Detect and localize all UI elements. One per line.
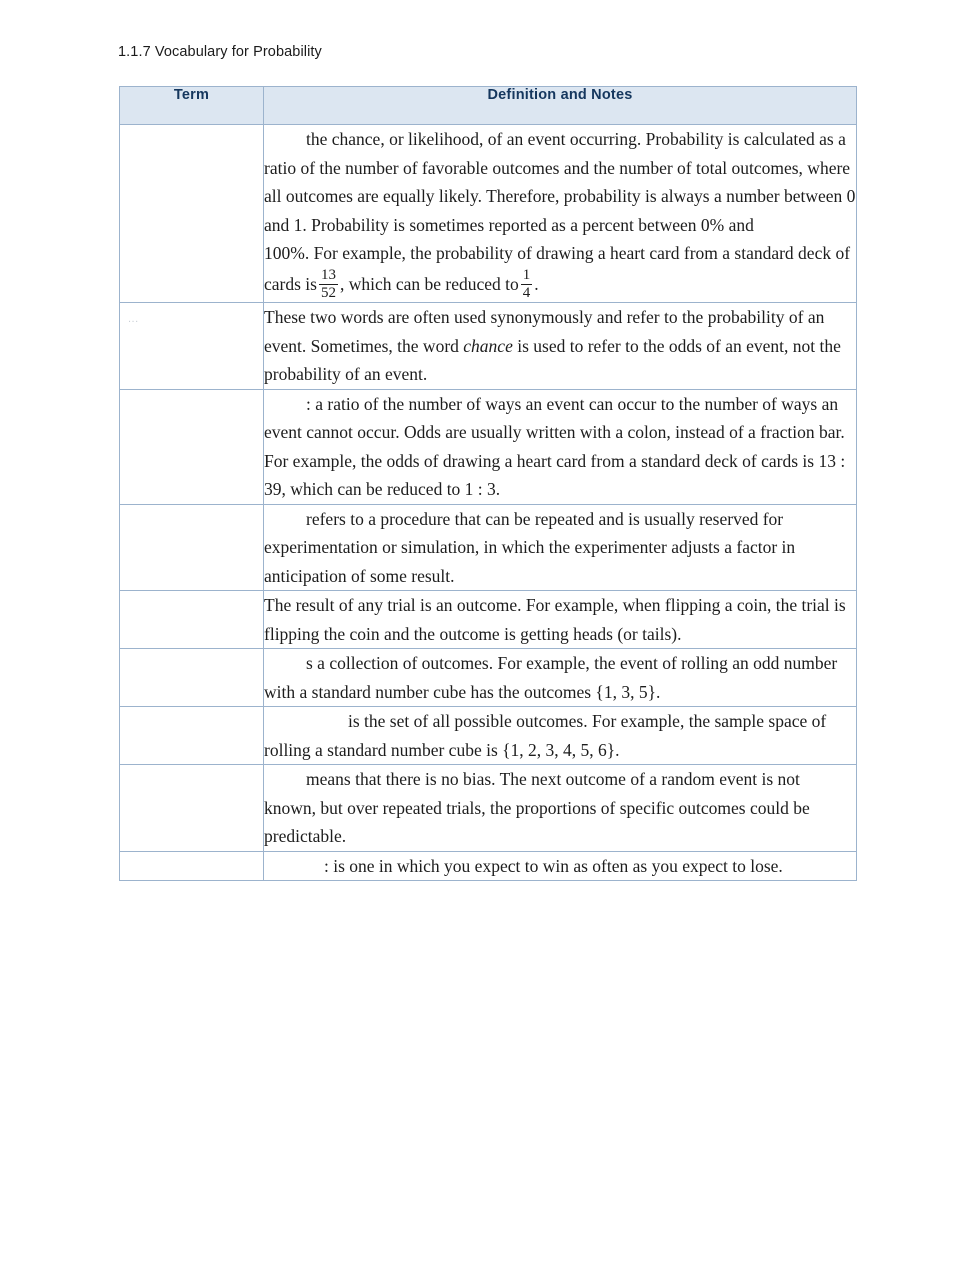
fraction-numerator: 1 (522, 266, 531, 283)
definition-text: : a ratio of the number of ways an event can occur to the number of ways an event cannot occur. Odds are usually written with a colon, instead of a fraction bar. For example, the odds of drawing a heart card from a standard deck of cards is 13 : 39, which can be reduced to 1 : 3. (264, 393, 846, 499)
definition-text: the chance, or likelihood, of an event occurring. Probability is calculated as a ratio of the number of favorable outcomes and the number of total outcomes, where all outcomes are equally likely. Therefore, probability is always a number between 0 and 1. Probability is sometimes reported as a percent between 0% and (264, 129, 856, 235)
definition-paragraph (264, 125, 856, 239)
table-row (120, 765, 857, 852)
definition-paragraph (264, 707, 856, 764)
term-cell (120, 765, 264, 852)
vocabulary-table (119, 86, 857, 881)
definition-cell (264, 591, 857, 649)
table-header-row (120, 87, 857, 125)
fraction-denominator: 4 (522, 285, 531, 302)
definition-cell (264, 389, 857, 504)
term-cell (120, 851, 264, 881)
definition-text: These two words are often used synonymously and refer to the probability of an event. Sometimes, the word (264, 307, 825, 356)
definition-paragraph (264, 390, 856, 504)
table-row (120, 851, 857, 881)
definition-middle-text: , which can be reduced to (339, 273, 519, 294)
term-cell (120, 389, 264, 504)
term-ghost-text (120, 852, 263, 862)
term-ghost-text (120, 125, 263, 135)
definition-text: is the set of all possible outcomes. For example, the sample space of rolling a standard number cube is {1, 2, 3, 4, 5, 6}. (264, 711, 827, 760)
definition-cell (264, 125, 857, 303)
fraction-13-52 (319, 268, 338, 303)
fraction-numerator: 13 (320, 266, 336, 283)
table-row (120, 125, 857, 303)
definition-text-2: 100%. For example, the probability of drawing a heart card from a standard deck of cards is (264, 243, 851, 294)
term-ghost-text (120, 649, 263, 659)
definition-cell (264, 851, 857, 881)
fraction-denominator: 52 (320, 285, 336, 302)
definition-cell (264, 504, 857, 591)
definition-text: refers to a procedure that can be repeated and is usually reserved for experimentation or simulation, in which the experimenter adjusts a factor in anticipation of some result. (264, 508, 796, 586)
definition-paragraph (264, 591, 856, 648)
definition-text: means that there is no bias. The next outcome of a random event is not known, but over repeated trials, the proportions of specific outcomes could be predictable. (264, 769, 810, 846)
definition-paragraph (264, 303, 856, 389)
term-ghost-text (120, 591, 263, 601)
definition-paragraph (264, 505, 856, 591)
definition-paragraph (264, 649, 856, 706)
definition-cell (264, 303, 857, 390)
table-row (120, 707, 857, 765)
definition-cell (264, 649, 857, 707)
term-ghost-text (120, 505, 263, 519)
term-cell (120, 591, 264, 649)
term-cell (120, 504, 264, 591)
table-row (120, 649, 857, 707)
fraction-1-4 (521, 268, 533, 303)
definition-paragraph (264, 852, 856, 881)
table-body (120, 125, 857, 881)
column-header-term: Term (120, 87, 264, 125)
term-cell (120, 649, 264, 707)
page-title: 1.1.7 Vocabulary for Probability (118, 44, 322, 60)
definition-cell (264, 707, 857, 765)
table-header (120, 87, 857, 125)
definition-cell (264, 765, 857, 852)
definition-text: The result of any trial is an outcome. For example, when flipping a coin, the trial is flipping the coin and the outcome is getting heads (or tails). (264, 595, 846, 644)
definition-text: s a collection of outcomes. For example, the event of rolling an odd number with a standard number cube has the outcomes {1, 3, 5}. (264, 653, 838, 702)
term-ghost-text (120, 707, 263, 717)
definition-paragraph-2 (264, 239, 856, 302)
definition-italic-word: chance (463, 335, 513, 356)
term-cell (120, 303, 264, 390)
definition-end-text: . (534, 273, 539, 294)
term-cell (120, 125, 264, 303)
definition-tail-text: is used to refer to the odds of an event, not the probability of an event. (264, 335, 841, 384)
term-ghost-text (120, 765, 263, 775)
definition-paragraph (264, 765, 856, 851)
table-row (120, 389, 857, 504)
table-row (120, 591, 857, 649)
term-ghost-text (120, 390, 263, 404)
term-cell (120, 707, 264, 765)
term-ghost-text: ... (128, 313, 139, 325)
table-row (120, 504, 857, 591)
definition-text: : is one in which you expect to win as often as you expect to lose. (324, 855, 783, 876)
table-row (120, 303, 857, 390)
column-header-definition: Definition and Notes (264, 87, 857, 125)
